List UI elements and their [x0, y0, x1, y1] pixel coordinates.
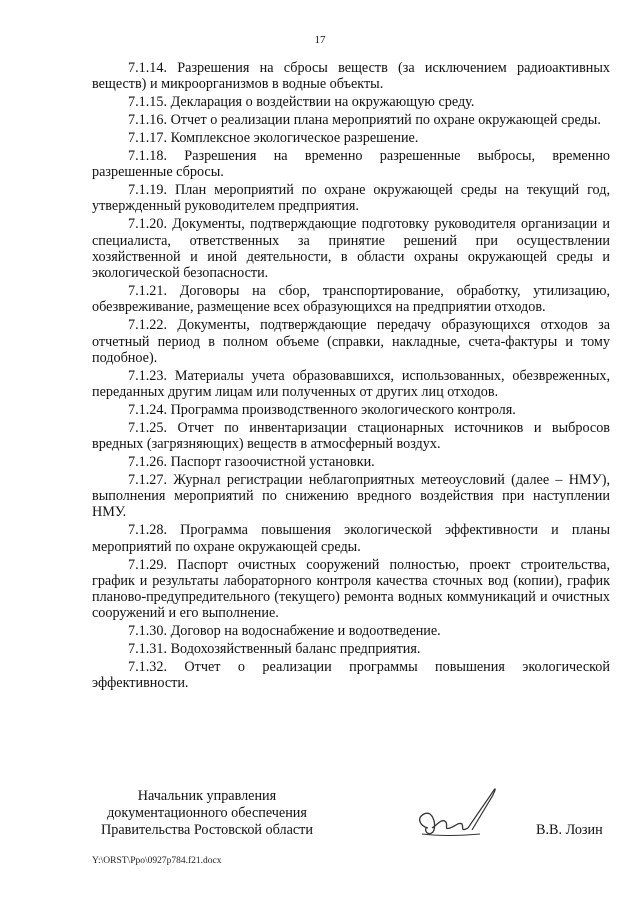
list-item: 7.1.28. Программа повышения экологической эффективности и планы мероприятий по охране окружающей среды. [92, 522, 610, 555]
list-item: 7.1.25. Отчет по инвентаризации стационарных источников и выбросов вредных (загрязняющих) веществ в атмосферный воздух. [92, 419, 610, 453]
list-item: 7.1.30. Договор на водоснабжение и водоотведение. [128, 623, 441, 640]
list-item: 7.1.31. Водохозяйственный баланс предприятия. [128, 641, 421, 658]
list-item: 7.1.19. План мероприятий по охране окружающей среды на текущий год, утвержденный руководителем предприятия. [92, 182, 610, 215]
signatory-title-line: Начальник управления [137, 788, 277, 804]
list-item: 7.1.21. Договоры на сбор, транспортирование, обработку, утилизацию, обезвреживание, размещение всех образующихся на предприятии отходов. [92, 283, 610, 316]
signatory-title-line: Правительства Ростовской области [101, 822, 313, 838]
document-body [92, 60, 610, 693]
file-path: Y:\ORST\Ppo\0927p784.f21.docx [92, 856, 222, 866]
list-item: 7.1.16. Отчет о реализации плана мероприятий по охране окружающей среды. [128, 112, 601, 129]
list-item: 7.1.26. Паспорт газоочистной установки. [128, 453, 375, 470]
signatory-title-line: документационного обеспечения [107, 805, 307, 821]
list-item: 7.1.29. Паспорт очистных сооружений полностью, проект строительства, график и результаты лабораторного контроля качества сточных вод (копии), график планово-предупредительного (текущего) ремонта водных коммуникаций и очистных сооружений и его выполнение. [92, 556, 610, 622]
list-item: 7.1.32. Отчет о реализации программы повышения экологической эффективности. [92, 659, 610, 692]
signatory-name: В.В. Лозин [536, 822, 603, 838]
list-item: 7.1.24. Программа производственного экологического контроля. [128, 401, 516, 418]
signatory-title [92, 788, 322, 839]
list-item: 7.1.17. Комплексное экологическое разрешение. [128, 129, 419, 146]
list-item: 7.1.22. Документы, подтверждающие передачу образующихся отходов за отчетный период в полном объеме (справки, накладные, счета-фактуры и тому подобное). [92, 317, 610, 366]
list-item: 7.1.27. Журнал регистрации неблагоприятных метеоусловий (далее – НМУ), выполнения мероприятий по снижению вредного воздействия при наступлении НМУ. [92, 471, 610, 521]
list-item: 7.1.20. Документы, подтверждающие подготовку руководителя организации и специалиста, ответственных за принятие решений при осуществлении хозяйственной и иной деятельности, в области охраны окружающей среды и экологической безопасности. [92, 216, 610, 282]
list-item: 7.1.15. Декларация о воздействии на окружающую среду. [128, 94, 475, 111]
handwritten-signature [398, 782, 508, 848]
page-number: 17 [314, 34, 326, 46]
list-item: 7.1.23. Материалы учета образовавшихся, использованных, обезвреженных, переданных другим лицам или полученных от других лиц отходов. [92, 367, 610, 400]
list-item: 7.1.14. Разрешения на сбросы веществ (за исключением радиоактивных веществ) и микроорганизмов в водные объекты. [92, 60, 610, 93]
list-item: 7.1.18. Разрешения на временно разрешенные выбросы, временно разрешенные сбросы. [92, 147, 610, 181]
